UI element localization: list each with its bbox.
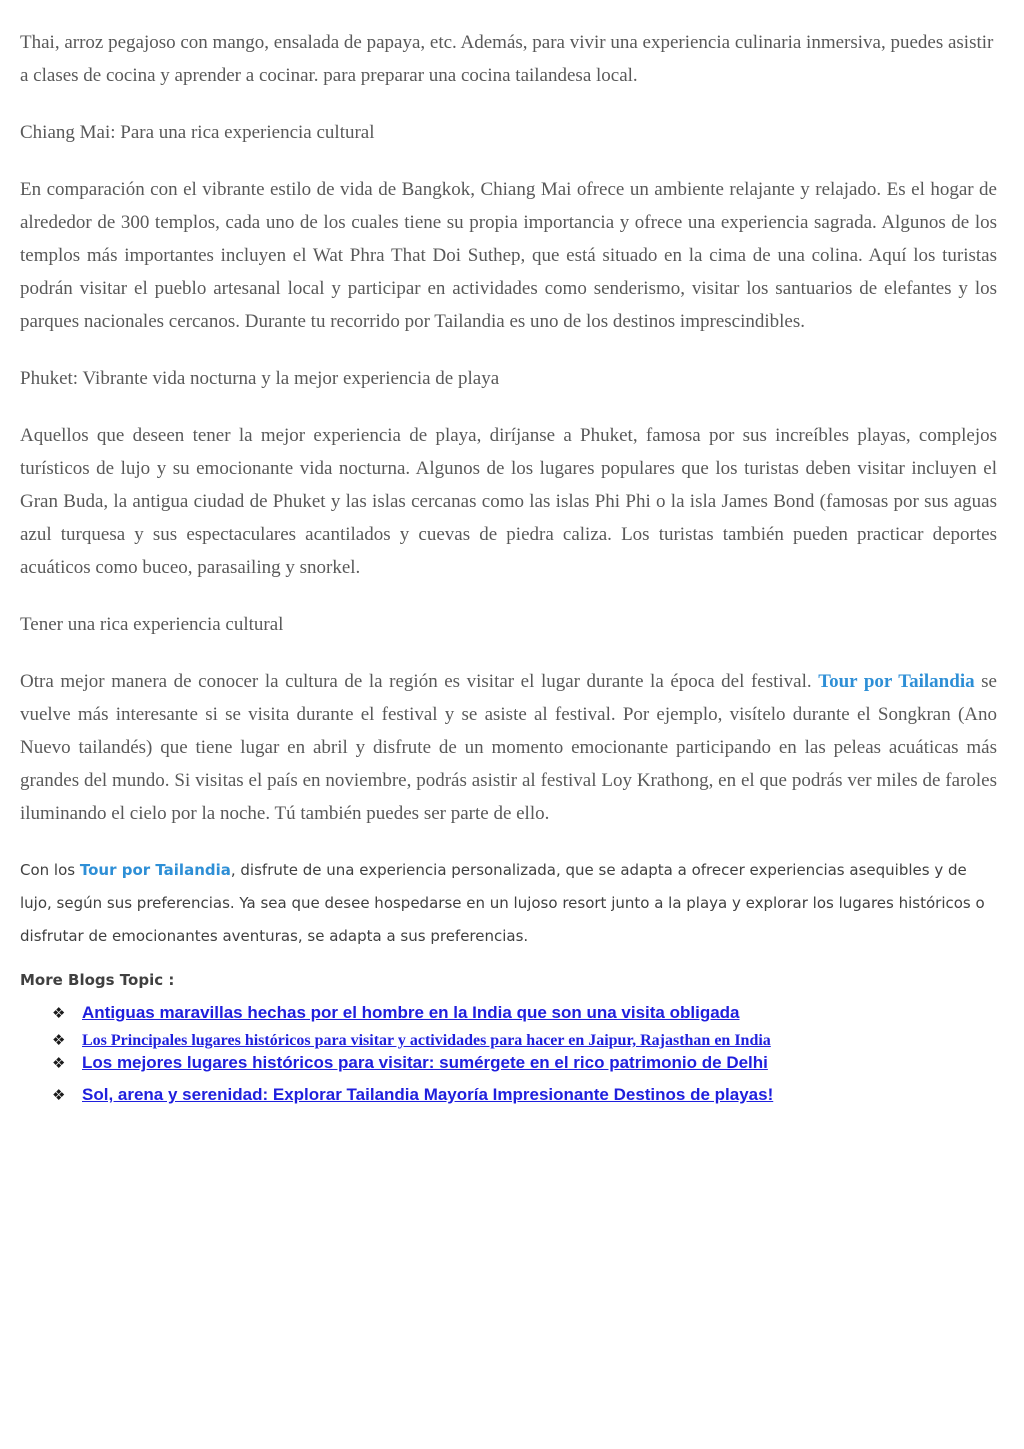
list-item — [52, 1051, 997, 1075]
closing-text-before: Con los — [20, 861, 80, 879]
diamond-bullet-icon: ❖ — [52, 1004, 66, 1022]
chiang-mai-paragraph: En comparación con el vibrante estilo de vida de Bangkok, Chiang Mai ofrece un ambiente relajante y relajado. Es el hogar de alrededor de 300 templos, cada uno de los cuales tiene su propia importancia y ofrece una experiencia sagrada. Algunos de los templos más importantes incluyen el Wat Phra That Doi Suthep, que está situado en la cima de una colina. Aquí los turistas podrán visitar el pueblo artesanal local y participar en actividades como senderismo, visitar los santuarios de elefantes y los parques nacionales cercanos. Durante tu recorrido por Tailandia es uno de los destinos imprescindibles. — [20, 179, 997, 332]
diamond-bullet-icon: ❖ — [52, 1054, 66, 1072]
phuket-paragraph: Aquellos que deseen tener la mejor experiencia de playa, diríjanse a Phuket, famosa por sus increíbles playas, complejos turísticos de lujo y su emocionante vida nocturna. Algunos de los lugares populares que los turistas deben visitar incluyen el Gran Buda, la antigua ciudad de Phuket y las islas cercanas como las islas Phi Phi o la isla James Bond (famosas por sus aguas azul turquesa y sus espectaculares acantilados y cuevas de piedra caliza. Los turistas también pueden practicar deportes acuáticos como buceo, parasailing y snorkel. — [20, 425, 997, 578]
diamond-bullet-icon: ❖ — [52, 1031, 66, 1049]
list-item — [52, 1083, 997, 1107]
closing-tour-link[interactable]: Tour por Tailandia — [79, 861, 231, 879]
closing-text-after: , disfrute de una experiencia personalizada, que se adapta a ofrecer experiencias asequibles y de lujo, según sus preferencias. Ya sea que desee hospedarse en un lujoso resort junto a la playa y explorar los lugares históricos o disfrutar de emocionantes aventuras, se adapta a sus preferencias. — [20, 861, 985, 945]
blog-link-tailandia-beaches[interactable]: Sol, arena y serenidad: Explorar Tailandia Mayoría Impresionante Destinos de playas! — [82, 1085, 774, 1104]
phuket-heading: Phuket: Vibrante vida nocturna y la mejor experiencia de playa — [20, 368, 500, 389]
list-item — [52, 1031, 997, 1051]
more-blogs-label: More Blogs Topic : — [20, 971, 175, 989]
culture-heading: Tener una rica experiencia cultural — [20, 614, 284, 635]
intro-paragraph: Thai, arroz pegajoso con mango, ensalada de papaya, etc. Además, para vivir una experiencia culinaria inmersiva, puedes asistir a clases de cocina y aprender a cocinar. para preparar una cocina tailandesa local. — [20, 32, 994, 86]
blog-link-delhi[interactable]: Los mejores lugares históricos para visitar: sumérgete en el rico patrimonio de Delhi — [82, 1053, 768, 1072]
culture-text-after: se vuelve más interesante si se visita durante el festival y se asiste al festival. Por ejemplo, visítelo durante el Songkran (Ano Nuevo tailandés) que tiene lugar en abril y disfrute de un momento emocionante participando en las peleas acuáticas más grandes del mundo. Si visitas el país en noviembre, podrás asistir al festival Loy Krathong, en el que podrás ver miles de faroles iluminando el cielo por la noche. Tú también puedes ser parte de ello. — [20, 671, 997, 824]
blog-links-list — [20, 1001, 997, 1107]
blog-link-india-wonders[interactable]: Antiguas maravillas hechas por el hombre en la India que son una visita obligada — [82, 1003, 740, 1022]
document-page — [20, 26, 997, 1107]
culture-text-before: Otra mejor manera de conocer la cultura de la región es visitar el lugar durante la época del festival. — [20, 671, 819, 692]
chiang-mai-heading: Chiang Mai: Para una rica experiencia cultural — [20, 122, 375, 143]
culture-paragraph — [20, 665, 997, 830]
list-item — [52, 1001, 997, 1025]
closing-paragraph — [20, 854, 997, 953]
diamond-bullet-icon: ❖ — [52, 1086, 66, 1104]
blog-link-jaipur[interactable]: Los Principales lugares históricos para visitar y actividades para hacer en Jaipur, Rajasthan en India — [82, 1032, 771, 1049]
tour-tailandia-link[interactable]: Tour por Tailandia — [818, 671, 975, 692]
